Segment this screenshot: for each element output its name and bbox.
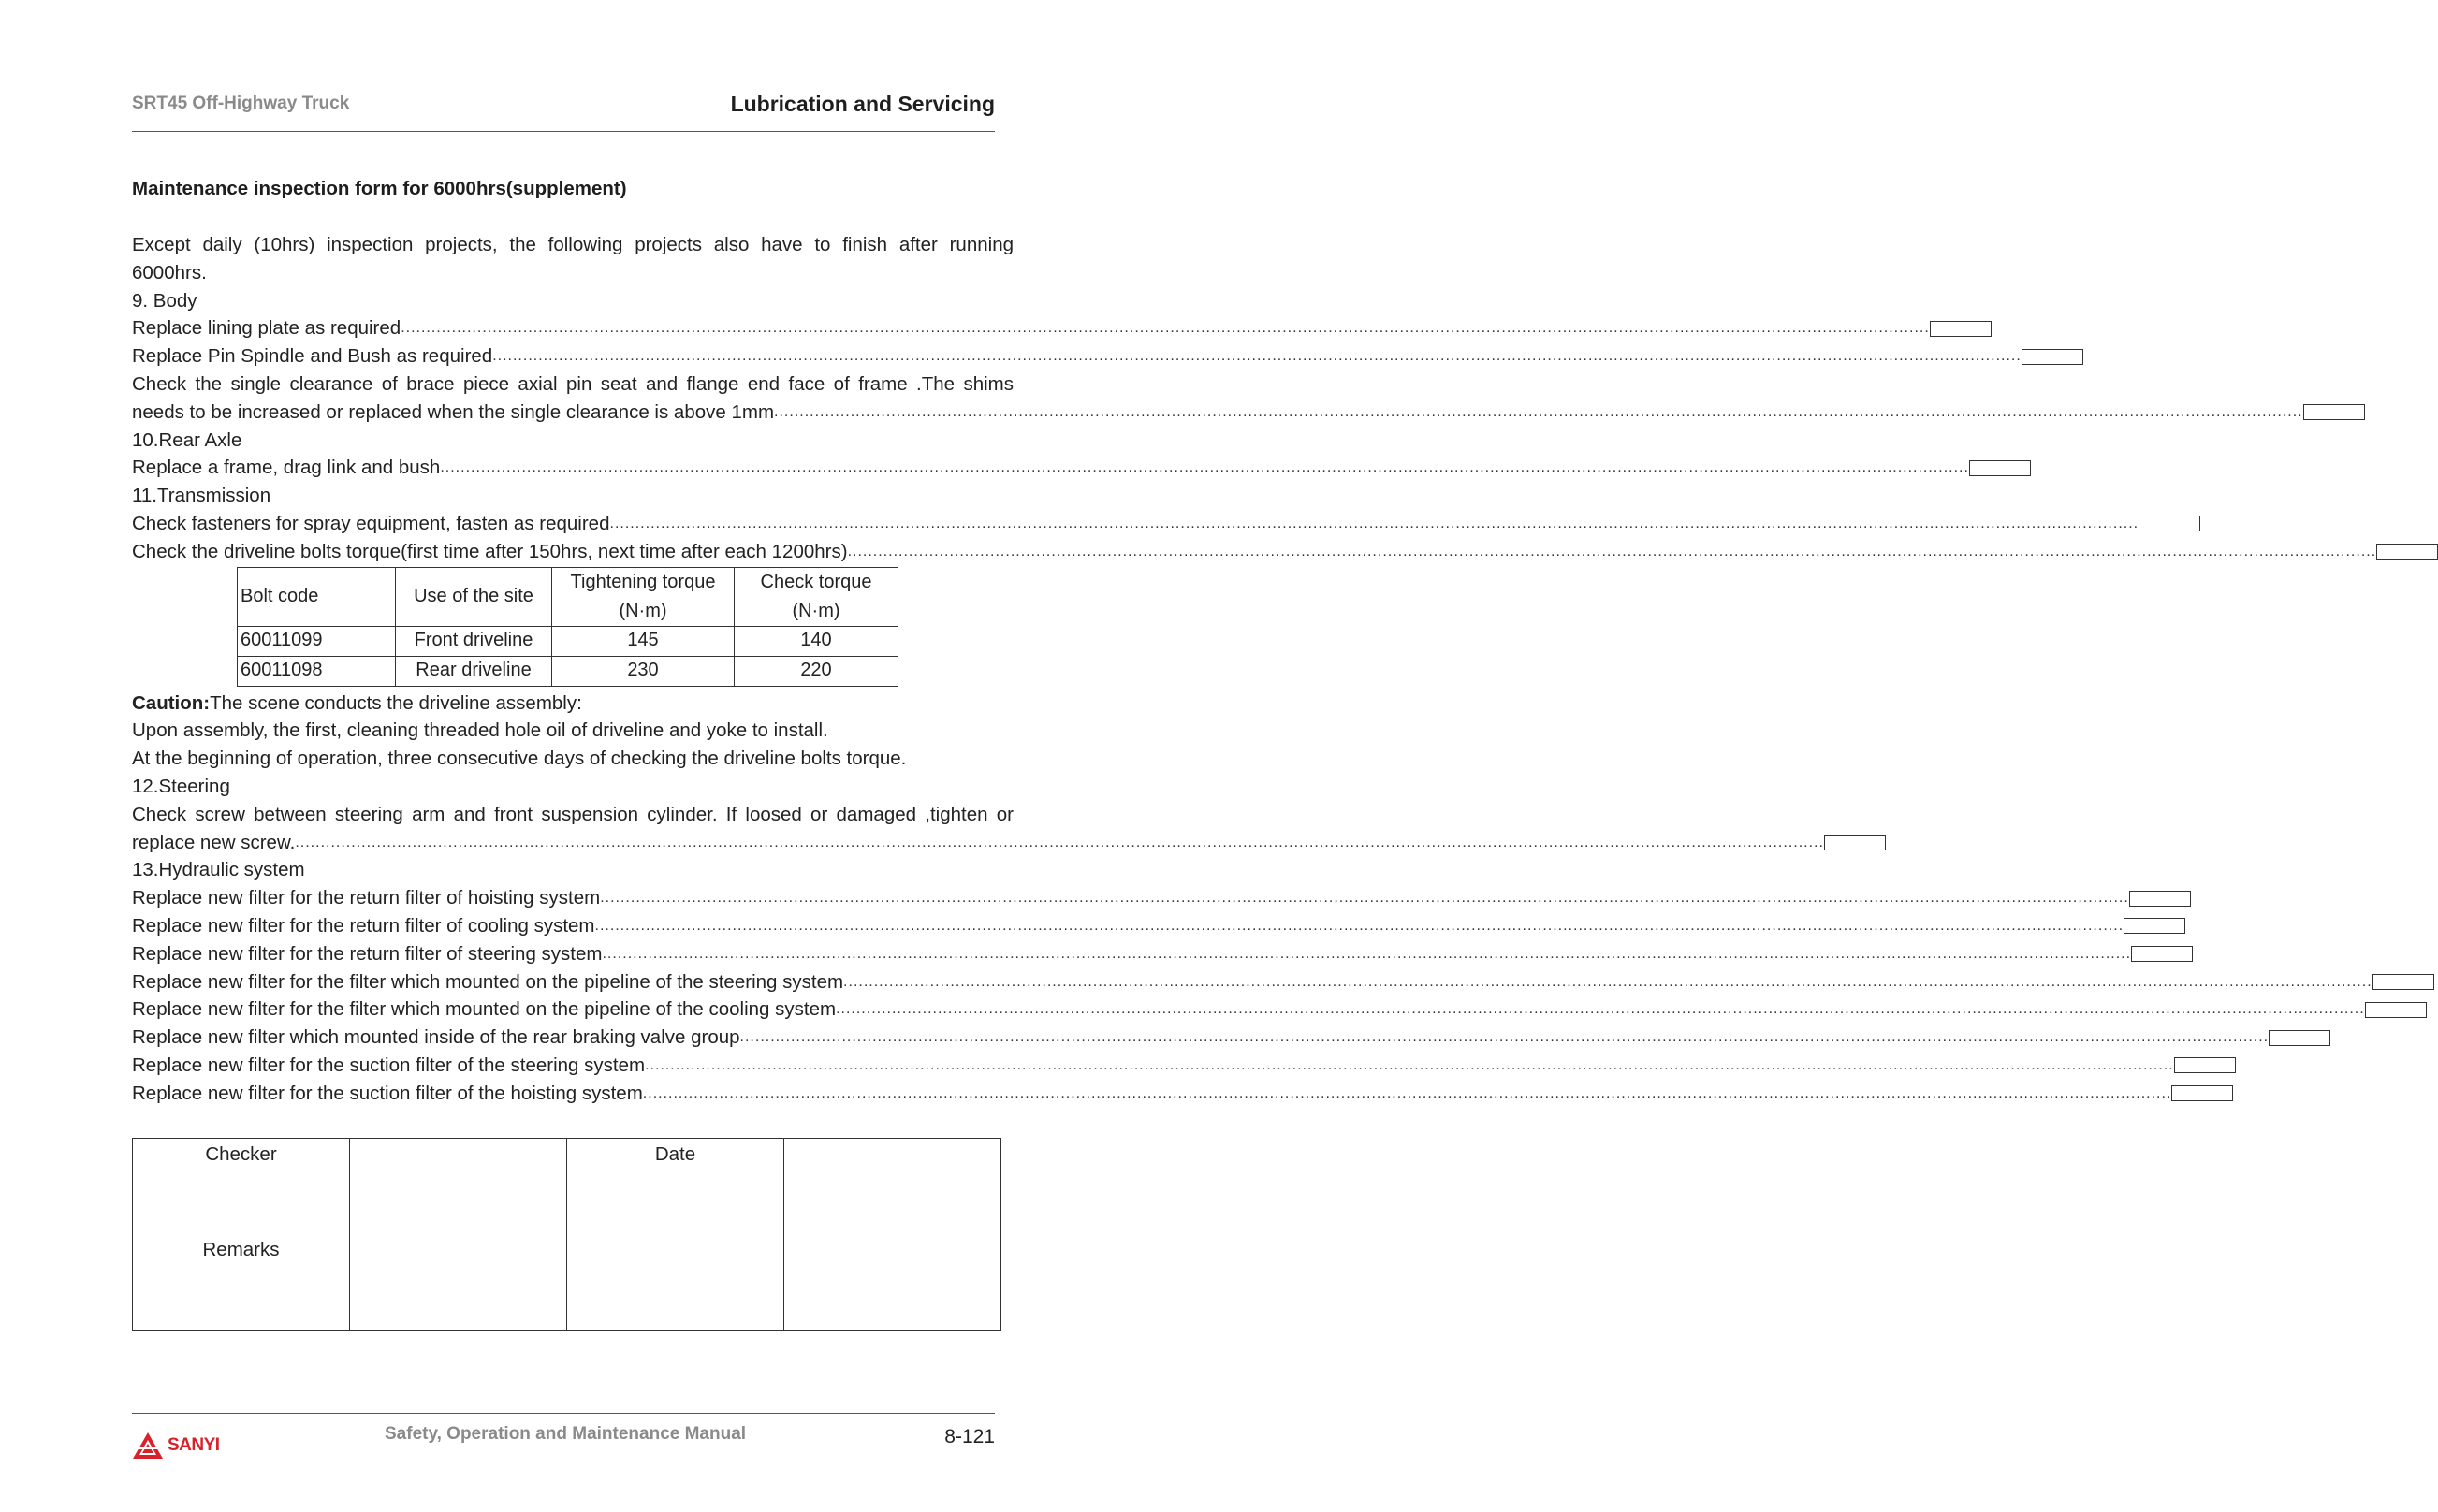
checkbox[interactable] [2131,946,2193,962]
check-item [132,1080,2172,1108]
header-divider [132,131,995,132]
dot-leader: ............................................................................................................................................................................................................................................................................................................ [401,320,1930,337]
intro-line-2: 6000hrs. [132,261,207,284]
check-item-label: Replace new filter for the return filter of cooling system [132,914,595,937]
intro-line-1: Except daily (10hrs) inspection projects, the following projects also have to finish after running [132,234,1014,255]
dot-leader: ............................................................................................................................................................................................................................................................................................................ [295,834,1824,850]
check-item-label: Replace new filter for the filter which mounted on the pipeline of the cooling system [132,998,837,1021]
remarks-field[interactable] [350,1170,567,1331]
checkbox[interactable] [1930,321,1992,337]
check-item [132,968,2372,996]
header-tightening-unit: (N·m) [619,600,667,621]
date-field[interactable] [784,1139,1001,1170]
caution-line-3: At the beginning of operation, three consecutive days of checking the driveline bolts torque. [132,748,907,770]
check-item [132,912,2124,940]
check-item-line-1: Check screw between steering arm and front suspension cylinder. If loosed or damaged ,tighten or [132,803,1014,825]
check-item-label: Replace new filter for the suction filter of the steering system [132,1054,646,1076]
bolt-torque-table [237,567,898,687]
check-item [132,510,2139,538]
dot-leader: ............................................................................................................................................................................................................................................................................................................ [492,348,2022,365]
dot-leader: ............................................................................................................................................................................................................................................................................................................ [836,1001,2365,1018]
dot-leader: ............................................................................................................................................................................................................................................................................................................ [642,1084,2172,1101]
cell-check: 140 [735,626,898,656]
check-item-line-1: Check the single clearance of brace piece axial pin seat and flange end face of frame .The shims [132,372,1014,395]
checkbox[interactable] [2303,404,2365,420]
page-title: Maintenance inspection form for 6000hrs(supplement) [132,178,627,199]
check-item [132,314,1930,342]
checkbox[interactable] [1824,835,1886,850]
page-number: 8-121 [944,1426,995,1447]
logo-wordmark: SANYI [168,1435,220,1455]
table-header-row [238,567,898,626]
check-item-label: Replace new filter which mounted inside of the rear braking valve group [132,1026,740,1049]
sanyi-logo-icon [132,1432,164,1460]
section-heading-rear-axle: 10.Rear Axle [132,429,242,451]
checkbox[interactable] [2376,544,2438,560]
header-tightening-label: Tightening torque [570,571,716,592]
check-item-label: Replace new filter for the filter which mounted on the pipeline of the steering system [132,970,844,993]
check-item [132,940,2132,968]
cell-bolt-code: 60011099 [238,626,396,656]
checkbox[interactable] [2269,1030,2330,1046]
section-heading-transmission: 11.Transmission [132,485,271,507]
checkbox[interactable] [1969,460,2031,476]
dot-leader: ............................................................................................................................................................................................................................................................................................................ [602,945,2132,962]
checkbox[interactable] [2174,1057,2236,1073]
check-item-label: Replace lining plate as required [132,317,401,340]
caution-label: Caution: [132,691,211,714]
checkbox[interactable] [2171,1085,2233,1101]
check-item-label: replace new screw. [132,831,296,853]
dot-leader: ............................................................................................................................................................................................................................................................................................................ [645,1056,2174,1073]
section-heading-hydraulic: 13.Hydraulic system [132,859,305,881]
check-item [132,1052,2174,1080]
dot-leader: ............................................................................................................................................................................................................................................................................................................ [843,973,2372,990]
remarks-label: Remarks [133,1170,350,1331]
check-item [132,829,1824,857]
footer-divider [132,1413,995,1414]
checkbox[interactable] [2129,891,2191,907]
check-item-label: Replace new filter for the return filter of steering system [132,942,603,965]
remarks-field[interactable] [567,1170,784,1331]
check-item [132,342,2022,371]
table-row [238,626,898,656]
checkbox[interactable] [2372,974,2434,990]
checkbox[interactable] [2365,1002,2427,1018]
check-item [132,399,2303,427]
section-heading-body: 9. Body [132,289,197,312]
header-check-unit: (N·m) [792,600,840,621]
checkbox[interactable] [2139,516,2200,531]
header-bolt-code: Bolt code [238,567,396,626]
checker-signoff-table [132,1138,1001,1331]
sanyi-logo [132,1432,220,1460]
header-tightening-torque [552,567,735,626]
date-label: Date [567,1139,784,1170]
header-check-label: Check torque [760,571,872,592]
dot-leader: ............................................................................................................................................................................................................................................................................................................ [440,459,1969,476]
check-item-label: needs to be increased or replaced when the single clearance is above 1mm [132,400,775,423]
cell-bolt-code: 60011098 [238,656,396,686]
check-item [132,454,1969,482]
table-row [133,1170,1001,1331]
table-row [238,656,898,686]
cell-use-site: Front driveline [396,626,552,656]
caution-text: The scene conducts the driveline assembly: [210,691,582,714]
check-item [132,1024,2270,1052]
header-section-title: Lubrication and Servicing [730,92,995,116]
check-item [132,538,2377,566]
table-row [133,1139,1001,1170]
check-item [132,996,2365,1024]
cell-check: 220 [735,656,898,686]
bolt-table-wrapper [132,566,1014,690]
checker-label: Checker [133,1139,350,1170]
footer-manual-title: Safety, Operation and Maintenance Manual [385,1424,747,1444]
cell-use-site: Rear driveline [396,656,552,686]
caution-line-2: Upon assembly, the first, cleaning threaded hole oil of driveline and yoke to install. [132,720,828,742]
dot-leader: ............................................................................................................................................................................................................................................................................................................ [609,515,2139,531]
header-product-name: SRT45 Off-Highway Truck [132,94,350,113]
check-item [132,884,2129,912]
check-item-label: Check the driveline bolts torque(first time after 150hrs, next time after each 1200hrs) [132,540,848,562]
checkbox[interactable] [2022,349,2083,365]
dot-leader: ............................................................................................................................................................................................................................................................................................................ [600,890,2129,907]
check-item-label: Check fasteners for spray equipment, fasten as required [132,512,610,534]
caution-line [132,690,1014,718]
document-body [132,231,2377,1108]
dot-leader: ............................................................................................................................................................................................................................................................................................................ [847,543,2377,560]
check-item-label: Replace new filter for the suction filter of the hoisting system [132,1082,643,1104]
check-item-label: Replace new filter for the return filter of hoisting system [132,887,601,909]
section-heading-steering: 12.Steering [132,775,230,797]
check-item-label: Replace a frame, drag link and bush [132,457,441,479]
checkbox[interactable] [2124,918,2185,934]
dot-leader: ............................................................................................................................................................................................................................................................................................................ [774,403,2303,420]
dot-leader: ............................................................................................................................................................................................................................................................................................................ [594,917,2124,934]
cell-tightening: 230 [552,656,735,686]
header-check-torque [735,567,898,626]
header-use-site: Use of the site [396,567,552,626]
remarks-field[interactable] [784,1170,1001,1331]
dot-leader: ............................................................................................................................................................................................................................................................................................................ [739,1029,2270,1046]
checker-field[interactable] [350,1139,567,1170]
cell-tightening: 145 [552,626,735,656]
check-item-label: Replace Pin Spindle and Bush as required [132,345,493,368]
